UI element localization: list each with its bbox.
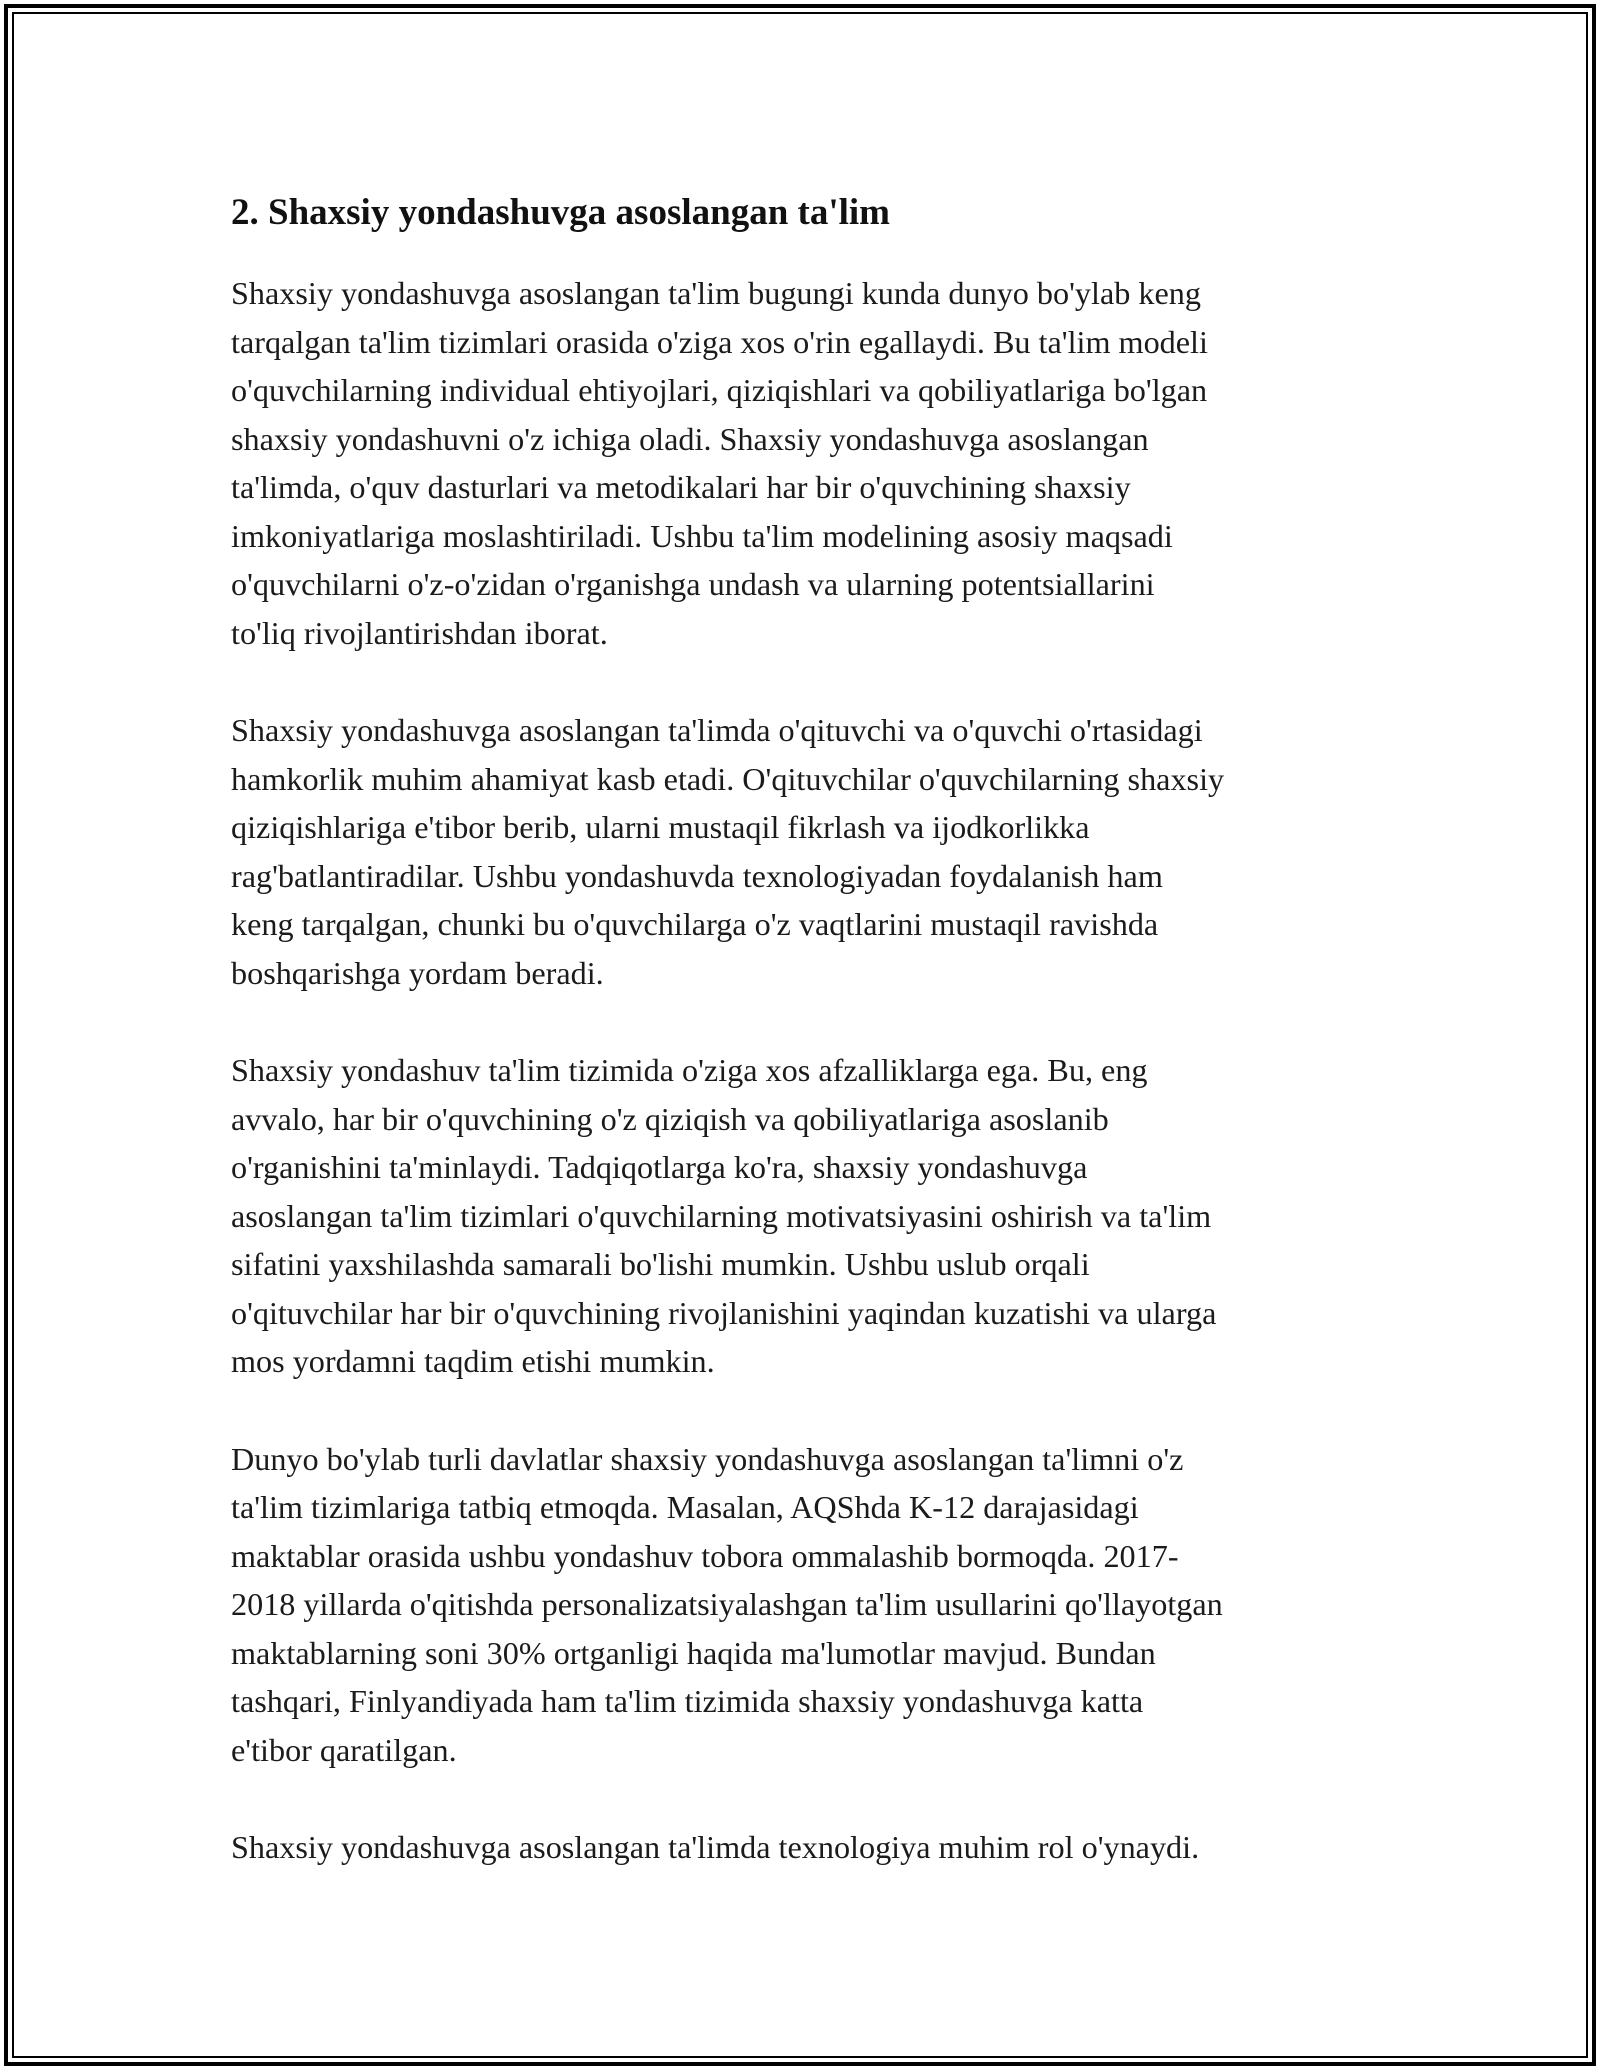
paragraph-2 [231, 706, 1371, 997]
text-line: o'quvchilarni o'z-o'zidan o'rganishga undash va ularning potentsiallarini [231, 566, 1155, 602]
text-line: ta'limda, o'quv dasturlari va metodikalari har bir o'quvchining shaxsiy [231, 469, 1131, 505]
text-line: imkoniyatlariga moslashtiriladi. Ushbu ta'lim modelining asosiy maqsadi [231, 517, 1173, 554]
text-line: o'qituvchilar har bir o'quvchining rivojlanishini yaqindan kuzatishi va ularga [231, 1294, 1217, 1331]
text-line: maktablarning soni 30% ortganligi haqida ma'lumotlar mavjud. Bundan [231, 1634, 1156, 1671]
text-line: hamkorlik muhim ahamiyat kasb etadi. O'qituvchilar o'quvchilarning shaxsiy [231, 760, 1225, 797]
text-line: 2018 yillarda o'qitishda personalizatsiyalashgan ta'lim usullarini qo'llayotgan [231, 1586, 1223, 1622]
text-line: sifatini yaxshilashda samarali bo'lishi mumkin. Ushbu uslub orqali [231, 1246, 1090, 1282]
text-line: shaxsiy yondashuvni o'z ichiga oladi. Shaxsiy yondashuvga asoslangan [231, 420, 1149, 457]
text-line: to'liq rivojlantirishdan iborat. [231, 614, 608, 651]
text-line: mos yordamni taqdim etishi mumkin. [231, 1343, 715, 1379]
paragraph-3 [231, 1046, 1371, 1386]
text-line: Shaxsiy yondashuv ta'lim tizimida o'ziga xos afzalliklarga ega. Bu, eng [231, 1052, 1148, 1088]
text-line: e'tibor qaratilgan. [231, 1731, 457, 1768]
text-line: asoslangan ta'lim tizimlari o'quvchilarning motivatsiyasini oshirish va ta'lim [231, 1197, 1212, 1234]
text-line: tashqari, Finlyandiyada ham ta'lim tizimida shaxsiy yondashuvga katta [231, 1683, 1144, 1719]
document-body [231, 185, 1371, 1921]
text-line: o'quvchilarning individual ehtiyojlari, qiziqishlari va qobiliyatlariga bo'lgan [231, 372, 1208, 408]
paragraph-1 [231, 269, 1371, 657]
paragraph-5 [231, 1823, 1371, 1872]
section-heading: 2. Shaxsiy yondashuvga asoslangan ta'lim [231, 192, 891, 233]
text-line: Dunyo bo'ylab turli davlatlar shaxsiy yondashuvga asoslangan ta'limni o'z [231, 1440, 1184, 1477]
text-line: keng tarqalgan, chunki bu o'quvchilarga o'z vaqtlarini mustaqil ravishda [231, 906, 1159, 942]
text-line: rag'batlantiradilar. Ushbu yondashuvda texnologiyadan foydalanish ham [231, 857, 1163, 894]
text-line: maktablar orasida ushbu yondashuv tobora ommalashib bormoqda. 2017- [231, 1537, 1179, 1574]
text-line: tarqalgan ta'lim tizimlari orasida o'ziga xos o'rin egallaydi. Bu ta'lim modeli [231, 323, 1208, 360]
text-line: Shaxsiy yondashuvga asoslangan ta'limda texnologiya muhim rol o'ynaydi. [231, 1829, 1200, 1865]
paragraph-4 [231, 1435, 1371, 1775]
text-line: ta'lim tizimlariga tatbiq etmoqda. Masalan, AQShda K-12 darajasidagi [231, 1489, 1139, 1525]
text-line: o'rganishini ta'minlaydi. Tadqiqotlarga ko'ra, shaxsiy yondashuvga [231, 1149, 1088, 1185]
text-line: Shaxsiy yondashuvga asoslangan ta'limda o'qituvchi va o'quvchi o'rtasidagi [231, 712, 1203, 748]
text-line: Shaxsiy yondashuvga asoslangan ta'lim bugungi kunda dunyo bo'ylab keng [231, 275, 1201, 311]
text-line: boshqarishga yordam beradi. [231, 954, 604, 991]
text-line: avvalo, har bir o'quvchining o'z qiziqish va qobiliyatlariga asoslanib [231, 1100, 1109, 1137]
text-line: qiziqishlariga e'tibor berib, ularni mustaqil fikrlash va ijodkorlikka [231, 809, 1090, 845]
